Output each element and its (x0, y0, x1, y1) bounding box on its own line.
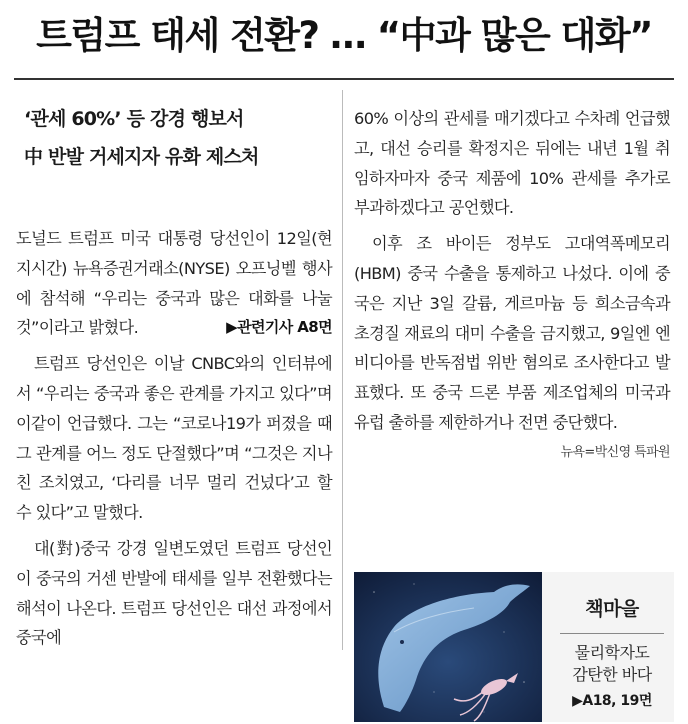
right-body (354, 104, 670, 460)
byline: 뉴욕=박신영 특파원 (560, 444, 670, 460)
promo-text (550, 572, 674, 722)
headline-rule (14, 78, 674, 80)
whale-squid-svg (354, 572, 542, 722)
column-divider (342, 90, 343, 650)
promo-divider (560, 633, 664, 634)
related-article-link[interactable]: ▶관련기사 A8면 (226, 318, 332, 337)
headline: 트럼프 태세 전환? … “中과 많은 대화” (36, 14, 652, 57)
paragraph-2: 트럼프 당선인은 이날 CNBC와의 인터뷰에서 “우리는 중국과 좋은 관계를 가지고 있다”며 이같이 언급했다. 그는 “코로나19가 퍼졌을 때 그 관계를 어느 정도 단절했다”며 “그것은 지나친 조치였고, ‘다리를 너무 멀리 건넜다’고 할 수 있다”고 말했다. (16, 354, 332, 523)
promo-page-ref[interactable]: ▶A18, 19면 (572, 693, 652, 709)
paragraph-5-text: 이후 조 바이든 정부도 고대역폭메모리(HBM) 중국 수출을 통제하고 나섰다. 이에 중국은 지난 3일 갈륨, 게르마늄 등 희소금속과 초경질 재료의 대미 수출을 금지했고, 9일엔 엔비디아를 반독점법 위반 혐의로 조사한다고 발표했다. 또 중국 드론 부품 제조업체의 미국과 유럽 출하를 제한하거나 전면 중단했다. (354, 234, 670, 432)
subheadline-2: 中 반발 거세지자 유화 제스처 (24, 146, 259, 168)
promo-subtitle-1: 물리학자도 (574, 643, 650, 662)
paragraph-1-text: 도널드 트럼프 미국 대통령 당선인이 12일(현지시간) 뉴욕증권거래소(NYSE) 오프닝벨 행사에 참석해 “우리는 중국과 많은 대화를 나눌 것”이라고 밝혔다. (16, 229, 332, 338)
promo-title: 책마을 (585, 598, 639, 620)
subheadline-1: ‘관세 60%’ 등 강경 행보서 (24, 108, 244, 130)
whale-illustration-icon (354, 572, 542, 722)
paragraph-5 (354, 229, 670, 460)
right-column (354, 104, 670, 468)
promo-box[interactable] (354, 572, 674, 722)
paragraph-3: 대(對)중국 강경 일변도였던 트럼프 당선인이 중국의 거센 반발에 태세를 일부 전환했다는 해석이 나온다. 트럼프 당선인은 대선 과정에서 중국에 (16, 538, 332, 648)
left-column (16, 100, 332, 659)
paragraph-4: 60% 이상의 관세를 매기겠다고 수차례 언급했고, 대선 승리를 확정지은 뒤에는 내년 1월 취임하자마자 중국 제품에 10% 관세를 추가로 부과하겠다고 공언했다. (354, 109, 670, 218)
paragraph-1 (16, 224, 332, 343)
left-body (16, 224, 332, 653)
promo-subtitle-2: 감탄한 바다 (572, 665, 652, 684)
